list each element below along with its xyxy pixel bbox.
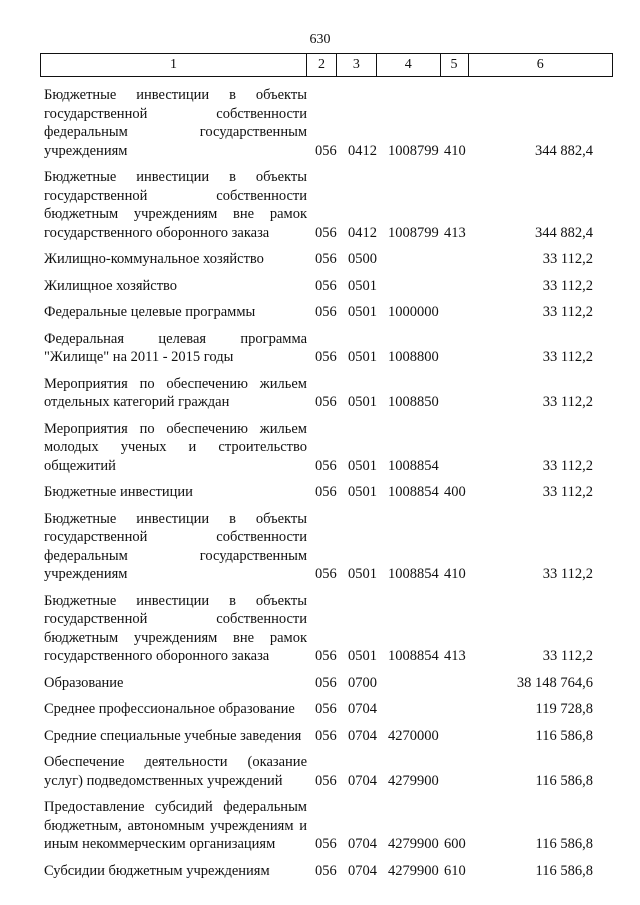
table-row (40, 303, 613, 322)
row-code-ministry: 056 (315, 727, 337, 744)
table-body (40, 86, 613, 888)
column-header-5: 5 (441, 54, 469, 76)
row-amount: 116 586,8 (535, 772, 593, 789)
row-code-target: 1008799 (388, 224, 439, 241)
row-code-expense-type: 610 (444, 862, 466, 879)
row-code-section: 0501 (348, 648, 377, 664)
table-row (40, 592, 613, 666)
table-row (40, 700, 613, 719)
row-code-section: 0501 (348, 484, 377, 500)
row-name: Жилищно-коммунальное хозяйство (44, 251, 264, 267)
row-name: Мероприятия по обеспечению жильем отдельных категорий граждан (44, 375, 307, 410)
row-code-target: 1008854 (388, 484, 439, 500)
row-code-target: 1008799 (388, 142, 439, 159)
row-name: Среднее профессиональное образование (44, 701, 295, 717)
row-code-section: 0704 (348, 772, 377, 789)
row-code-ministry: 056 (315, 224, 337, 241)
row-name: Федеральные целевые программы (44, 304, 256, 320)
row-amount: 33 112,2 (542, 251, 593, 267)
row-amount: 33 112,2 (542, 566, 593, 582)
table-row (40, 86, 613, 160)
row-name: Бюджетные инвестиции в объекты государственной собственности федеральным государственным учреждениям (44, 87, 307, 159)
table-row (40, 483, 613, 502)
table-row (40, 674, 613, 693)
table-row (40, 168, 613, 242)
row-amount: 116 586,8 (535, 862, 593, 879)
row-amount: 33 112,2 (542, 277, 593, 294)
row-code-section: 0412 (348, 142, 377, 159)
row-code-ministry: 056 (315, 674, 337, 691)
row-code-ministry: 056 (315, 251, 337, 267)
row-code-expense-type: 600 (444, 836, 466, 852)
row-code-ministry: 056 (315, 772, 337, 789)
row-code-section: 0501 (348, 349, 377, 365)
row-code-ministry: 056 (315, 648, 337, 664)
table-row (40, 727, 613, 746)
column-header-1: 1 (41, 54, 307, 76)
row-code-section: 0501 (348, 566, 377, 582)
page-number: 630 (309, 32, 331, 47)
row-code-target: 1008854 (388, 648, 439, 664)
row-code-expense-type: 410 (444, 566, 466, 582)
row-amount: 33 112,2 (542, 304, 593, 320)
row-amount: 119 728,8 (535, 701, 593, 717)
row-amount: 38 148 764,6 (516, 674, 593, 691)
row-code-section: 0500 (348, 251, 377, 267)
row-code-section: 0704 (348, 836, 377, 852)
row-code-expense-type: 413 (444, 224, 466, 241)
row-code-section: 0704 (348, 701, 377, 717)
row-code-section: 0501 (348, 457, 377, 474)
column-header-2: 2 (307, 54, 337, 76)
row-amount: 344 882,4 (535, 142, 593, 159)
row-amount: 33 112,2 (542, 349, 593, 365)
row-name: Бюджетные инвестиции в объекты государственной собственности бюджетным учреждениям вне рамок государственного оборонного заказа (44, 592, 307, 664)
row-amount: 33 112,2 (542, 648, 593, 664)
table-row (40, 753, 613, 790)
table-row (40, 250, 613, 269)
row-code-section: 0501 (348, 394, 377, 410)
row-code-ministry: 056 (315, 566, 337, 582)
row-code-ministry: 056 (315, 277, 337, 294)
table-row (40, 862, 613, 881)
row-amount: 116 586,8 (535, 836, 593, 852)
table-row (40, 277, 613, 296)
row-code-expense-type: 413 (444, 648, 466, 664)
row-name: Федеральная целевая программа "Жилище" на 2011 - 2015 годы (44, 330, 307, 365)
row-code-target: 4270000 (388, 727, 439, 744)
row-code-section: 0704 (348, 727, 377, 744)
row-code-target: 1008854 (388, 566, 439, 582)
row-code-target: 1000000 (388, 304, 439, 320)
column-header-6: 6 (536, 57, 544, 72)
row-code-ministry: 056 (315, 349, 337, 365)
row-amount: 116 586,8 (535, 727, 593, 744)
row-name: Субсидии бюджетным учреждениям (44, 862, 270, 879)
row-name: Мероприятия по обеспечению жильем молодых ученых и строительство общежитий (44, 420, 307, 474)
row-code-target: 4279900 (388, 836, 439, 852)
row-code-ministry: 056 (315, 457, 337, 474)
row-code-ministry: 056 (315, 484, 337, 500)
row-code-expense-type: 400 (444, 484, 466, 500)
row-code-target: 1008850 (388, 394, 439, 410)
column-header-3: 3 (337, 54, 377, 76)
table-row (40, 510, 613, 584)
row-code-ministry: 056 (315, 862, 337, 879)
row-code-ministry: 056 (315, 394, 337, 410)
table-row (40, 375, 613, 412)
row-amount: 344 882,4 (535, 224, 593, 241)
table-row (40, 420, 613, 476)
row-code-ministry: 056 (315, 701, 337, 717)
row-amount: 33 112,2 (542, 394, 593, 410)
row-code-expense-type: 410 (444, 142, 466, 159)
row-amount: 33 112,2 (542, 484, 593, 500)
table-row (40, 330, 613, 367)
row-name: Образование (44, 674, 124, 691)
row-code-ministry: 056 (315, 304, 337, 320)
row-name: Бюджетные инвестиции в объекты государственной собственности федеральным государственным учреждениям (44, 510, 307, 582)
row-code-target: 1008800 (388, 349, 439, 365)
row-code-ministry: 056 (315, 142, 337, 159)
row-name: Жилищное хозяйство (44, 277, 178, 294)
row-code-section: 0501 (348, 277, 377, 294)
row-name: Бюджетные инвестиции в объекты государственной собственности бюджетным учреждениям вне рамок государственного оборонного заказа (44, 169, 307, 241)
row-code-ministry: 056 (315, 836, 337, 852)
row-code-section: 0704 (348, 862, 377, 879)
row-code-target: 1008854 (388, 457, 439, 474)
row-code-section: 0412 (348, 224, 377, 241)
table-row (40, 798, 613, 854)
row-name: Средние специальные учебные заведения (44, 727, 302, 744)
row-code-section: 0700 (348, 674, 377, 691)
column-header-4: 4 (377, 54, 441, 76)
table-header (40, 53, 613, 77)
row-code-target: 4279900 (388, 862, 439, 879)
row-code-target: 4279900 (388, 772, 439, 789)
row-amount: 33 112,2 (542, 457, 593, 474)
row-name: Бюджетные инвестиции (44, 484, 193, 500)
row-name: Обеспечение деятельности (оказание услуг) подведомственных учреждений (44, 754, 307, 789)
row-code-section: 0501 (348, 304, 377, 320)
row-name: Предоставление субсидий федеральным бюджетным, автономным учреждениям и иным некоммерческим организациям (44, 799, 307, 852)
